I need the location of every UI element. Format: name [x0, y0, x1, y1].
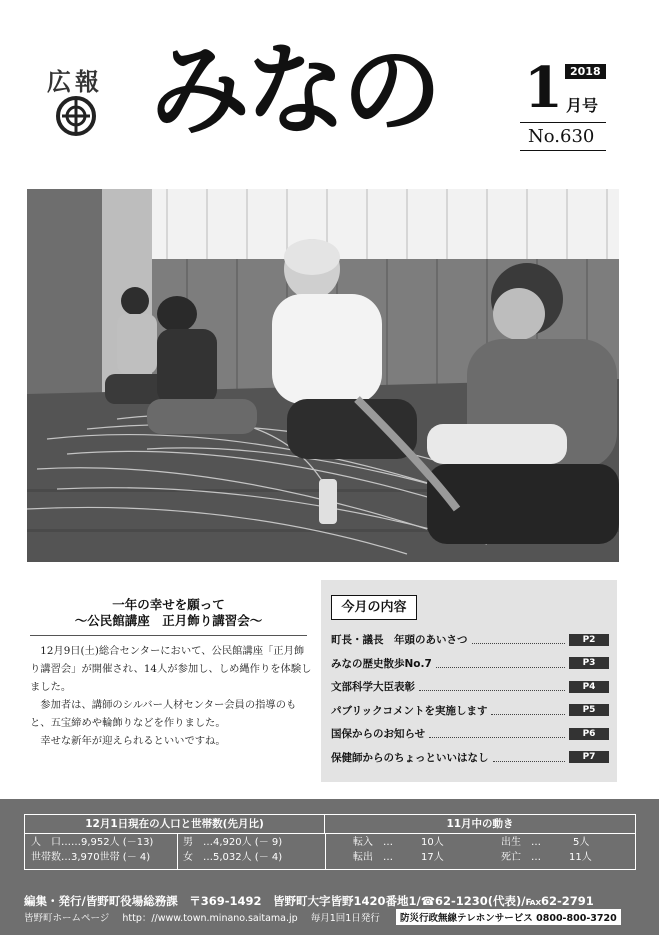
publish-schedule: 毎月1回1日発行	[310, 913, 380, 924]
homepage-label: 皆野町ホームページ	[24, 913, 110, 924]
toc-page-badge: P4	[569, 681, 609, 693]
issue-number: No.630	[528, 126, 595, 147]
toc-page-badge: P5	[569, 704, 609, 716]
toc-list	[331, 628, 609, 769]
toc-page-badge: P3	[569, 657, 609, 669]
homepage-info	[24, 910, 390, 924]
toc-leader	[429, 729, 565, 738]
article-paragraph: 幸せな新年が迎えられるといいですね。	[40, 735, 226, 747]
publisher-info: 編集・発行/皆野町役場総務課 〒369-1492 皆野町大字皆野1420番地1/☎62-1230(代表)/℻62-2791	[24, 894, 594, 908]
toc-item-label: 町長・議長 年頭のあいさつ	[331, 634, 468, 647]
birth-label: 出生 …	[501, 837, 541, 848]
issue-month: 1	[524, 55, 563, 121]
toc-item-label: パブリックコメントを実施します	[331, 704, 488, 717]
cover-photo	[27, 189, 619, 562]
toc-item[interactable]	[331, 746, 609, 770]
toc-page-badge: P2	[569, 634, 609, 646]
move-in-value: 10人	[421, 837, 444, 848]
article-paragraph: 12月9日(土)総合センターにおいて、公民館講座「正月飾り講習会」が開催され、14人が参加し、しめ縄作りを体験しました。	[30, 645, 312, 693]
article-body	[30, 642, 312, 750]
article-heading-line2: ～公民館講座 正月飾り講習会～	[74, 613, 263, 628]
population-value: 9,952人 (－13)	[81, 837, 154, 848]
population-label: 人 口……	[31, 837, 81, 848]
toc-item-label: 国保からのお知らせ	[331, 728, 426, 741]
town-emblem-icon	[56, 96, 96, 136]
article-paragraph: 参加者は、講師のシルバー人材センター会員の指導のもと、五宝締めや輪飾りなどを作りました。	[30, 699, 297, 729]
issue-rule	[520, 122, 606, 123]
households-row	[31, 851, 150, 865]
toc-item-label: 文部科学大臣表彰	[331, 681, 415, 694]
movement-heading: 11月中の動き	[325, 815, 635, 834]
toc-item[interactable]	[331, 652, 609, 676]
homepage-link[interactable]: http：//www.town.minano.saitama.jp	[122, 913, 298, 924]
households-label: 世帯数…	[31, 852, 71, 863]
death-value: 11人	[569, 852, 592, 863]
death-label: 死亡 …	[501, 852, 541, 863]
female-row	[183, 851, 282, 865]
footer-band	[0, 799, 659, 935]
issue-month-suffix: 月号	[566, 96, 599, 115]
toc-item[interactable]	[331, 699, 609, 723]
toc-page-badge: P7	[569, 751, 609, 763]
table-divider	[177, 834, 178, 870]
article-heading	[30, 597, 307, 629]
male-value: 4,920人 (－ 9)	[213, 837, 283, 848]
table-of-contents	[321, 580, 617, 782]
population-heading: 12月1日現在の人口と世帯数(先月比)	[25, 815, 325, 834]
issue-year: 2018	[565, 64, 606, 79]
population-row	[31, 836, 153, 850]
households-value: 3,970世帯 (－ 4)	[71, 852, 151, 863]
toc-item-label: 保健師からのちょっといいはなし	[331, 751, 489, 764]
toc-title: 今月の内容	[331, 595, 417, 620]
table-divider	[325, 834, 326, 870]
toc-item[interactable]	[331, 628, 609, 652]
toc-leader	[472, 635, 566, 644]
toc-item[interactable]	[331, 722, 609, 746]
toc-leader	[491, 706, 565, 715]
female-label: 女 …	[183, 852, 213, 863]
female-value: 5,032人 (－ 4)	[213, 852, 283, 863]
hotline-badge: 防災行政無線テレホンサービス 0800-800-3720	[396, 909, 621, 925]
toc-page-badge: P6	[569, 728, 609, 740]
male-row	[183, 836, 282, 850]
toc-leader	[436, 659, 565, 668]
move-in-label: 転入 …	[353, 837, 393, 848]
move-out-label: 転出 …	[353, 852, 393, 863]
toc-leader	[419, 682, 565, 691]
article-heading-line1: 一年の幸せを願って	[112, 597, 225, 612]
masthead-label: 広報	[47, 68, 103, 96]
birth-value: 5人	[573, 837, 590, 848]
move-out-value: 17人	[421, 852, 444, 863]
toc-leader	[493, 753, 566, 762]
stats-table	[24, 814, 636, 870]
issue-rule	[520, 150, 606, 151]
newsletter-title: みなの	[150, 31, 438, 149]
male-label: 男 …	[183, 837, 213, 848]
toc-item[interactable]	[331, 675, 609, 699]
toc-item-label: みなの歴史散歩No.7	[331, 657, 432, 670]
article-divider	[30, 635, 307, 636]
